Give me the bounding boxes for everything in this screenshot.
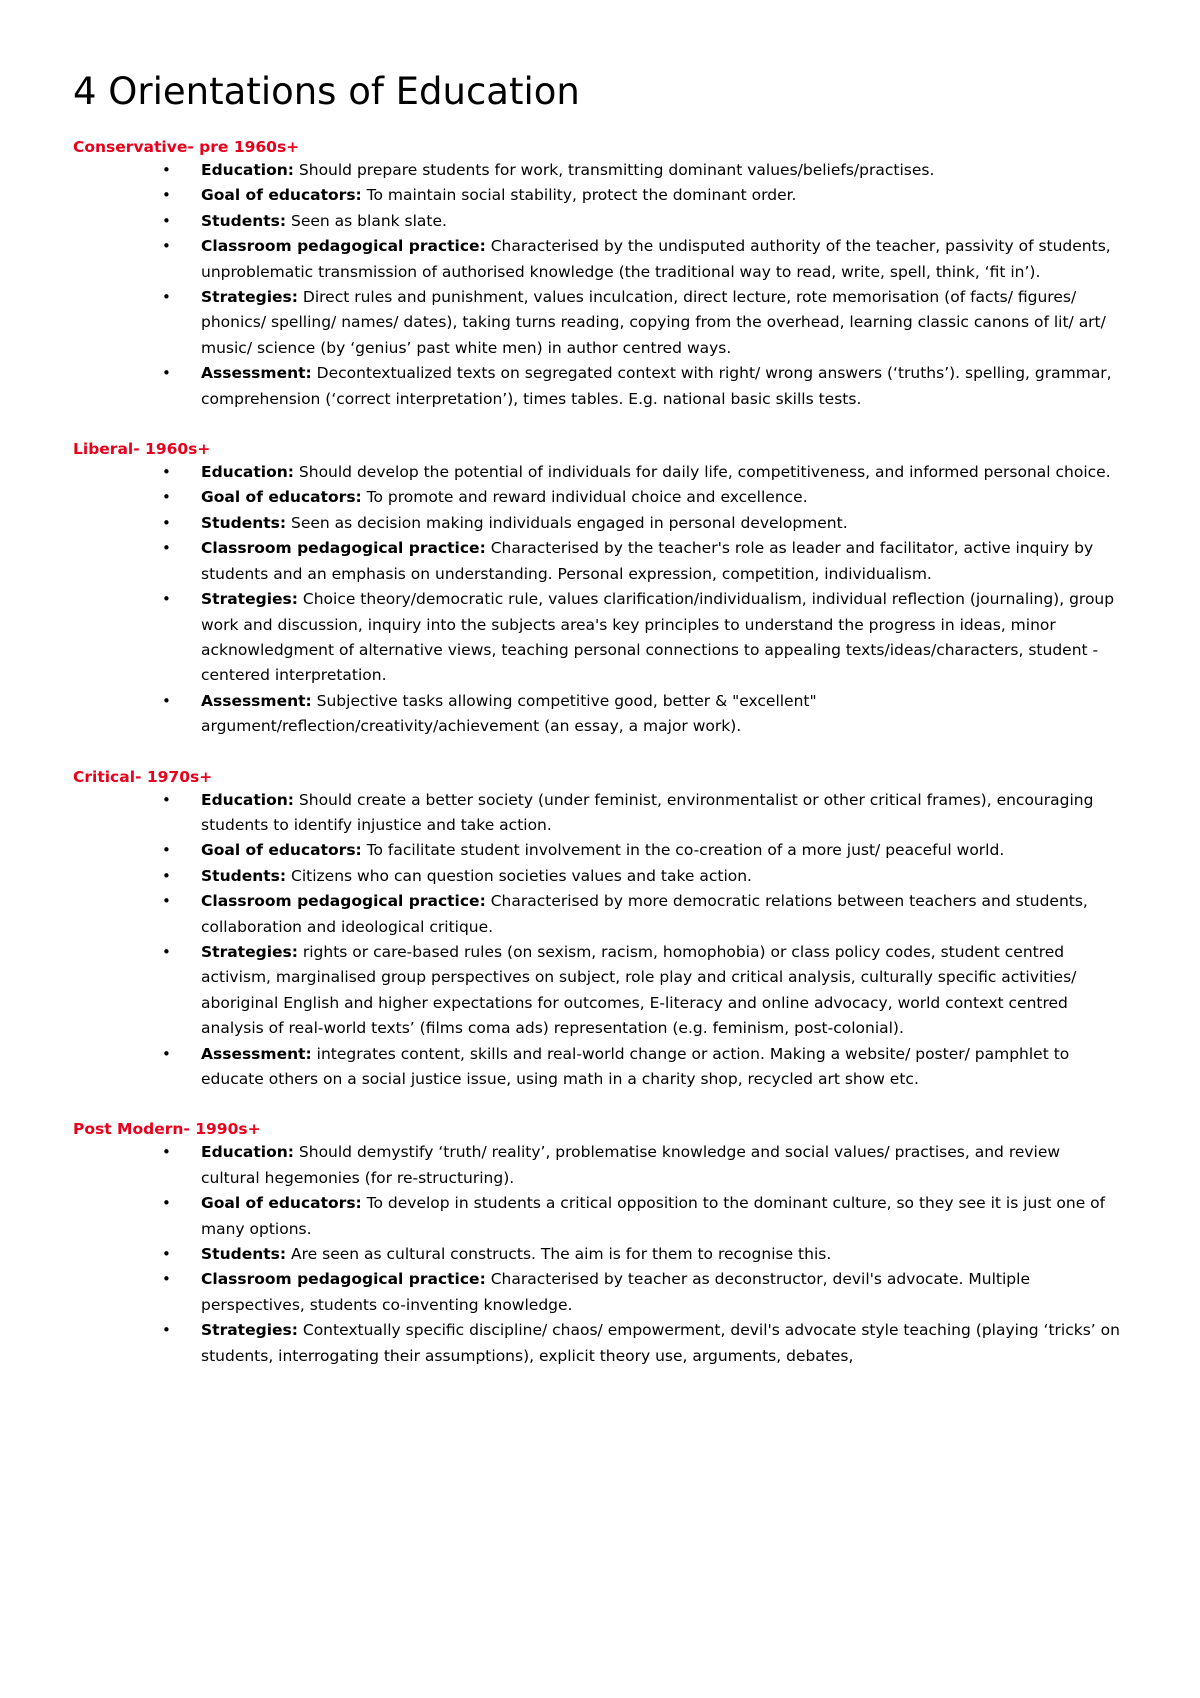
- list-item: [73, 838, 1120, 863]
- bullet-icon: •: [162, 513, 171, 532]
- item-label: Students:: [201, 1245, 287, 1264]
- item-text: To promote and reward individual choice and excellence.: [361, 488, 808, 507]
- item-label: Strategies:: [201, 590, 298, 609]
- list-item: [73, 1042, 1120, 1093]
- list-item: [73, 889, 1120, 940]
- section: [73, 438, 1120, 739]
- list-item: [73, 485, 1120, 510]
- bullet-icon: •: [162, 463, 171, 482]
- list-item: [73, 1267, 1120, 1318]
- bullet-icon: •: [162, 364, 171, 383]
- list-item: [73, 1318, 1120, 1369]
- item-label: Education:: [201, 790, 294, 809]
- item-label: Strategies:: [201, 1321, 298, 1340]
- item-text: Seen as decision making individuals engaged in personal development.: [286, 513, 848, 532]
- bullet-icon: •: [162, 186, 171, 205]
- item-label: Classroom pedagogical practice:: [201, 539, 486, 558]
- bullet-icon: •: [162, 866, 171, 885]
- list-item: [73, 689, 1120, 740]
- list-item: [73, 460, 1120, 485]
- bullet-icon: •: [162, 539, 171, 558]
- bullet-icon: •: [162, 1044, 171, 1063]
- item-text: Characterised by more democratic relations between teachers and students, collaboration and ideological critique.: [201, 892, 1088, 936]
- item-text: Should prepare students for work, transmitting dominant values/beliefs/practises.: [293, 161, 935, 179]
- item-label: Assessment:: [201, 364, 312, 383]
- bullet-icon: •: [162, 892, 171, 911]
- bullet-icon: •: [162, 942, 171, 961]
- bullet-icon: •: [162, 841, 171, 860]
- item-text: To develop in students a critical opposition to the dominant culture, so they see it is just one of many options.: [201, 1194, 1106, 1238]
- item-text: Are seen as cultural constructs. The aim is for them to recognise this.: [286, 1245, 832, 1264]
- item-text: Should develop the potential of individuals for daily life, competitiveness, and informed personal choice.: [293, 463, 1111, 482]
- section: [73, 1118, 1120, 1369]
- bullet-icon: •: [162, 1194, 171, 1213]
- list-item: [73, 183, 1120, 208]
- section-heading: Critical- 1970s+: [73, 767, 213, 786]
- list-item: [73, 940, 1120, 1042]
- item-text: Should demystify ‘truth/ reality’, problematise knowledge and social values/ practises, and review cultural hegemonies (for re-structuring).: [201, 1143, 1061, 1187]
- item-label: Assessment:: [201, 1044, 312, 1063]
- item-label: Classroom pedagogical practice:: [201, 1270, 486, 1289]
- section: [73, 766, 1120, 1093]
- item-label: Strategies:: [201, 942, 298, 961]
- item-label: Education:: [201, 463, 294, 482]
- section: [73, 136, 1120, 412]
- item-text: rights or care-based rules (on sexism, racism, homophobia) or class policy codes, student centred activism, marginalised group perspectives on subject, role play and critical analysis, culturally specific activities/ aboriginal English and higher expectations for outcomes, E-literacy and online advocacy, world context centred analysis of real-world texts’ (films coma ads) representation (e.g. feminism, post-colonial).: [201, 942, 1077, 1038]
- item-text: Citizens who can question societies values and take action.: [286, 866, 752, 885]
- item-text: Contextually specific discipline/ chaos/ empowerment, devil's advocate style teaching (playing ‘tricks’ on students, interrogating their assumptions), explicit theory use, arguments, debates,: [201, 1321, 1120, 1365]
- bullet-icon: •: [162, 237, 171, 256]
- list-item: [73, 158, 1120, 183]
- list-item: [73, 511, 1120, 536]
- list-item: [73, 209, 1120, 234]
- item-text: integrates content, skills and real-world change or action. Making a website/ poster/ pamphlet to educate others on a social justice issue, using math in a charity shop, recycled art show etc.: [201, 1044, 1070, 1088]
- item-text: To facilitate student involvement in the co-creation of a more just/ peaceful world.: [361, 841, 1005, 860]
- item-label: Students:: [201, 211, 287, 230]
- list-item: [73, 1140, 1120, 1191]
- item-text: Subjective tasks allowing competitive good, better & "excellent" argument/reflection/creativity/achievement (an essay, a major work).: [201, 691, 817, 736]
- bullet-icon: •: [162, 1321, 171, 1340]
- bullet-icon: •: [162, 790, 171, 809]
- item-label: Goal of educators:: [201, 1194, 362, 1213]
- item-label: Assessment:: [201, 691, 312, 710]
- bullet-icon: •: [162, 691, 171, 710]
- bullet-list: [73, 788, 1120, 1093]
- item-text: Direct rules and punishment, values inculcation, direct lecture, rote memorisation (of facts/ figures/ phonics/ spelling/ names/ dates), taking turns reading, copying from the overhead, learning classic canons of lit/ art/ music/ science (by ‘genius’ past white men) in author centred ways.: [201, 288, 1106, 357]
- bullet-icon: •: [162, 211, 171, 230]
- list-item: [73, 285, 1120, 361]
- section-heading: Liberal- 1960s+: [73, 440, 211, 459]
- item-text: Characterised by the teacher's role as leader and facilitator, active inquiry by students and an emphasis on understanding. Personal expression, competition, individualism.: [201, 539, 1094, 583]
- bullet-icon: •: [162, 590, 171, 609]
- item-label: Students:: [201, 866, 287, 885]
- item-text: To maintain social stability, protect the dominant order.: [361, 186, 797, 205]
- item-label: Students:: [201, 513, 287, 532]
- document-title: 4 Orientations of Education: [73, 70, 580, 113]
- bullet-icon: •: [162, 1143, 171, 1162]
- item-text: Should create a better society (under feminist, environmentalist or other critical frames), encouraging students to identify injustice and take action.: [201, 790, 1094, 834]
- list-item: [73, 1191, 1120, 1242]
- list-item: [73, 587, 1120, 689]
- item-label: Goal of educators:: [201, 841, 362, 860]
- bullet-icon: •: [162, 1245, 171, 1264]
- item-text: Choice theory/democratic rule, values clarification/individualism, individual reflection (journaling), group work and discussion, inquiry into the subjects area's key principles to understand the progress in ideas, minor acknowledgment of alternative views, teaching personal connections to appealing texts/ideas/characters, student - centered interpretation.: [201, 590, 1115, 685]
- list-item: [73, 1242, 1120, 1267]
- bullet-icon: •: [162, 488, 171, 507]
- section-heading: Post Modern- 1990s+: [73, 1120, 261, 1139]
- bullet-list: [73, 460, 1120, 739]
- item-label: Goal of educators:: [201, 186, 362, 205]
- list-item: [73, 234, 1120, 285]
- list-item: [73, 536, 1120, 587]
- bullet-icon: •: [162, 288, 171, 307]
- sections-container: [73, 136, 1120, 1369]
- bullet-list: [73, 158, 1120, 412]
- item-label: Education:: [201, 161, 294, 179]
- section-heading: Conservative- pre 1960s+: [73, 138, 300, 156]
- item-text: Decontextualized texts on segregated context with right/ wrong answers (‘truths’). spelling, grammar, comprehension (‘correct interpretation’), times tables. E.g. national basic skills tests.: [201, 364, 1112, 408]
- item-label: Classroom pedagogical practice:: [201, 237, 486, 256]
- bullet-icon: •: [162, 161, 171, 179]
- list-item: [73, 788, 1120, 839]
- item-label: Goal of educators:: [201, 488, 362, 507]
- list-item: [73, 361, 1120, 412]
- item-label: Education:: [201, 1143, 294, 1162]
- item-text: Characterised by teacher as deconstructor, devil's advocate. Multiple perspectives, students co-inventing knowledge.: [201, 1270, 1030, 1314]
- bullet-icon: •: [162, 1270, 171, 1289]
- item-text: Seen as blank slate.: [286, 211, 447, 230]
- bullet-list: [73, 1140, 1120, 1369]
- item-text: Characterised by the undisputed authority of the teacher, passivity of students, unproblematic transmission of authorised knowledge (the traditional way to read, write, spell, think, ‘fit in’).: [201, 237, 1111, 281]
- item-label: Classroom pedagogical practice:: [201, 892, 486, 911]
- item-label: Strategies:: [201, 288, 298, 307]
- list-item: [73, 864, 1120, 889]
